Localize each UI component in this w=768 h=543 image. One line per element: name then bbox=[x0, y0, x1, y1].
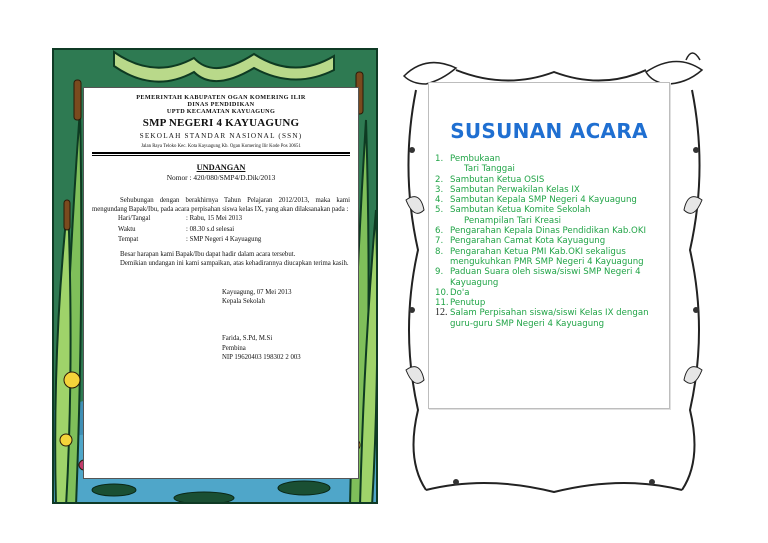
detail-label: Waktu bbox=[118, 225, 136, 233]
hope-paragraph: Besar harapan kami Bapak/Ibu dapat hadir dalam acara tersebut. bbox=[120, 250, 296, 258]
list-item bbox=[435, 236, 669, 246]
detail-value: : 08.30 s.d selesai bbox=[186, 225, 235, 233]
letterhead-department: DINAS PENDIDIKAN bbox=[187, 101, 255, 109]
item-text: Pengarahan Kepala Dinas Pendidikan Kab.OKI bbox=[450, 226, 646, 237]
signer-title: Kepala Sekolah bbox=[222, 298, 265, 306]
detail-row-day bbox=[118, 214, 350, 225]
detail-row-time bbox=[118, 225, 350, 236]
letterhead-uptd: UPTD KECAMATAN KAYUAGUNG bbox=[166, 108, 276, 116]
closing-paragraph: Demikian undangan ini kami sampaikan, atas kehadirannya diucapkan terima kasih. bbox=[120, 259, 349, 267]
school-name: SMP NEGERI 4 KAYUAGUNG bbox=[142, 117, 300, 130]
opening-paragraph: Sehubungan dengan berakhirnya Tahun Pelajaran 2012/2013, maka kami mengundang Bapak/Ibu, pada acara perpisahan siswa kelas IX, yang akan dilaksanakan pada : bbox=[92, 196, 350, 213]
letterhead-divider bbox=[92, 152, 350, 154]
item-text: Pengarahan Ketua PMI Kab.OKI sekaligus mengukuhkan PMR SMP Negeri 4 Kayuagung bbox=[450, 246, 644, 267]
list-item bbox=[435, 308, 669, 329]
list-item bbox=[435, 195, 669, 205]
item-number: 7. bbox=[435, 236, 444, 247]
letterhead-divider-thin bbox=[92, 155, 350, 156]
list-item bbox=[435, 247, 669, 268]
item-text: Sambutan Ketua Komite Sekolah Penampilan Tari Kreasi bbox=[450, 205, 669, 226]
place-date: Kayuagung, 07 Mei 2013 bbox=[222, 289, 292, 297]
schedule-card bbox=[428, 82, 670, 409]
list-item bbox=[435, 288, 669, 298]
item-text: Paduan Suara oleh siswa/siswi SMP Negeri 4 Kayuagung bbox=[450, 267, 641, 288]
signer-nip: NIP 19620403 198302 2 003 bbox=[222, 353, 301, 361]
item-number: 8. bbox=[435, 246, 444, 257]
item-number: 2. bbox=[435, 174, 444, 185]
item-number: 6. bbox=[435, 226, 444, 237]
schedule-title: SUSUNAN ACARA bbox=[450, 119, 648, 143]
list-item bbox=[435, 226, 669, 236]
list-item bbox=[435, 298, 669, 308]
item-number: 11. bbox=[435, 298, 449, 309]
item-number: 5. bbox=[435, 205, 444, 216]
letterhead-government: PEMERINTAH KABUPATEN OGAN KOMERING ILIR bbox=[136, 94, 306, 101]
list-item bbox=[435, 267, 669, 288]
item-text: Sambutan Perwakilan Kelas IX bbox=[450, 184, 580, 195]
item-number: 10. bbox=[435, 287, 449, 298]
list-item bbox=[435, 185, 669, 195]
list-item bbox=[435, 154, 669, 175]
school-address: Jalan Raya Teloko Kec. Kota Kayuagung Kb. Ogan Komering Ilir Kode Pos 30651 bbox=[141, 144, 301, 150]
invitation-letter bbox=[83, 87, 359, 479]
item-subtext: Penampilan Tari Kreasi bbox=[464, 215, 562, 226]
item-number: 4. bbox=[435, 195, 444, 206]
detail-label: Hari/Tangal bbox=[118, 215, 151, 223]
item-number: 1. bbox=[435, 154, 444, 164]
invitation-title: UNDANGAN bbox=[196, 162, 246, 172]
school-status: SEKOLAH STANDAR NASIONAL (SSN) bbox=[139, 132, 303, 141]
schedule-list bbox=[435, 154, 669, 329]
invitation-number: Nomor : 420/080/SMP4/D.Dik/2013 bbox=[166, 172, 276, 182]
item-text: Do'a bbox=[450, 287, 470, 298]
item-number: 12. bbox=[435, 307, 448, 319]
signer-name: Farida, S.Pd, M.Si bbox=[222, 335, 273, 343]
detail-label: Tempat bbox=[118, 236, 139, 244]
item-text: Penutup bbox=[450, 298, 486, 309]
item-text: Sambutan Ketua OSIS bbox=[450, 174, 545, 185]
item-text: Pembukaan Tari Tanggai bbox=[450, 154, 669, 175]
item-number: 9. bbox=[435, 267, 444, 278]
item-text: Sambutan Kepala SMP Negeri 4 Kayuagung bbox=[450, 195, 637, 206]
item-subtext: Tari Tanggai bbox=[464, 164, 515, 175]
detail-value: : SMP Negeri 4 Kayuagung bbox=[186, 236, 262, 244]
item-text: Salam Perpisahan siswa/siswi Kelas IX dengan guru-guru SMP Negeri 4 Kayuagung bbox=[450, 308, 649, 329]
signer-rank: Pembina bbox=[222, 344, 246, 352]
signature-block bbox=[222, 288, 350, 362]
list-item bbox=[435, 205, 669, 226]
item-text: Pengarahan Camat Kota Kayuagung bbox=[450, 236, 606, 247]
detail-row-place bbox=[118, 235, 350, 246]
list-item bbox=[435, 175, 669, 185]
detail-value: : Rabu, 15 Mei 2013 bbox=[186, 215, 243, 223]
item-number: 3. bbox=[435, 184, 444, 195]
